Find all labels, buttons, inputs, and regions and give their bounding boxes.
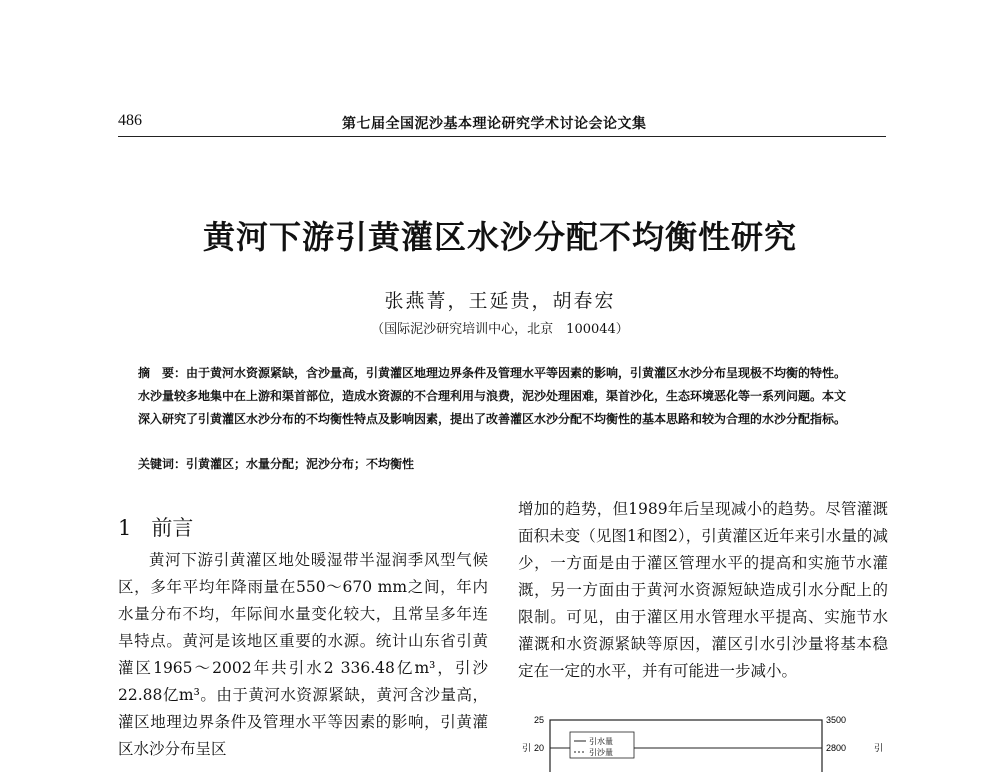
left-tick-25: 25 [533, 715, 544, 725]
legend-water: 引水量 [589, 737, 613, 746]
left-column [118, 547, 488, 763]
section-title: 前言 [151, 516, 194, 540]
left-tick-20: 20 [533, 743, 544, 753]
abstract [138, 362, 856, 431]
right-tick-2800: 2800 [826, 743, 847, 753]
legend-sediment: 引沙量 [589, 748, 613, 757]
figure-svg [520, 712, 890, 772]
authors: 张燕菁，王延贵，胡春宏 [384, 290, 616, 312]
paper-title: 黄河下游引黄灌区水沙分配不均衡性研究 [202, 218, 797, 256]
intro-paragraph: 黄河下游引黄灌区地处暖湿带半湿润季风型气候区，多年平均年降雨量在550～670 mm之间，年内水量分布不均，年际间水量变化较大，且常呈多年连旱特点。黄河是该地区重要的水源。统计山东省引黄灌区1965～2002年共引水2 336.48亿m³，引沙22.88亿m³。由于黄河水资源紧缺，黄河含沙量高，灌区地理边界条件及管理水平等因素的影响，引黄灌区水沙分布呈区 [118, 551, 488, 758]
section-number: 1 [118, 516, 132, 540]
page-number: 486 [118, 112, 142, 129]
keywords [138, 455, 856, 472]
affiliation: （国际泥沙研究培训中心，北京 100044） [371, 322, 629, 337]
left-axis-label: 引 [522, 743, 532, 753]
header-rule [118, 136, 886, 137]
section-heading [118, 512, 193, 542]
right-column [518, 496, 888, 685]
keywords-label: 关键词： [138, 457, 187, 471]
running-header: 第七届全国泥沙基本理论研究学术讨论会论文集 [342, 116, 647, 132]
abstract-text: 由于黄河水资源紧缺，含沙量高，引黄灌区地理边界条件及管理水平等因素的影响，引黄灌区水沙分布呈现极不均衡的特性。水沙量较多地集中在上游和渠首部位，造成水资源的不合理利用与浪费，泥沙处理困难，渠首沙化，生态环境恶化等一系列问题。本文深入研究了引黄灌区水沙分布的不均衡性特点及影响因素，提出了改善灌区水沙分配不均衡性的基本思路和较为合理的水沙分配指标。 [138, 366, 847, 426]
right-paragraph: 增加的趋势，但1989年后呈现减小的趋势。尽管灌溉面积未变（见图1和图2），引黄灌区近年来引水量的减少，一方面是由于灌区管理水平的提高和实施节水灌溉，另一方面由于黄河水资源短缺造成引水分配上的限制。可见，由于灌区用水管理水平提高、实施节水灌溉和水资源紧缺等原因，灌区引水引沙量将基本稳定在一定的水平，并有可能进一步减小。 [518, 500, 888, 680]
right-tick-3500: 3500 [826, 715, 847, 725]
abstract-label: 摘 要： [138, 366, 187, 380]
keywords-text: 引黄灌区；水量分配；泥沙分布；不均衡性 [186, 457, 415, 471]
figure-1 [520, 712, 890, 772]
right-axis-label: 引 [874, 743, 884, 753]
